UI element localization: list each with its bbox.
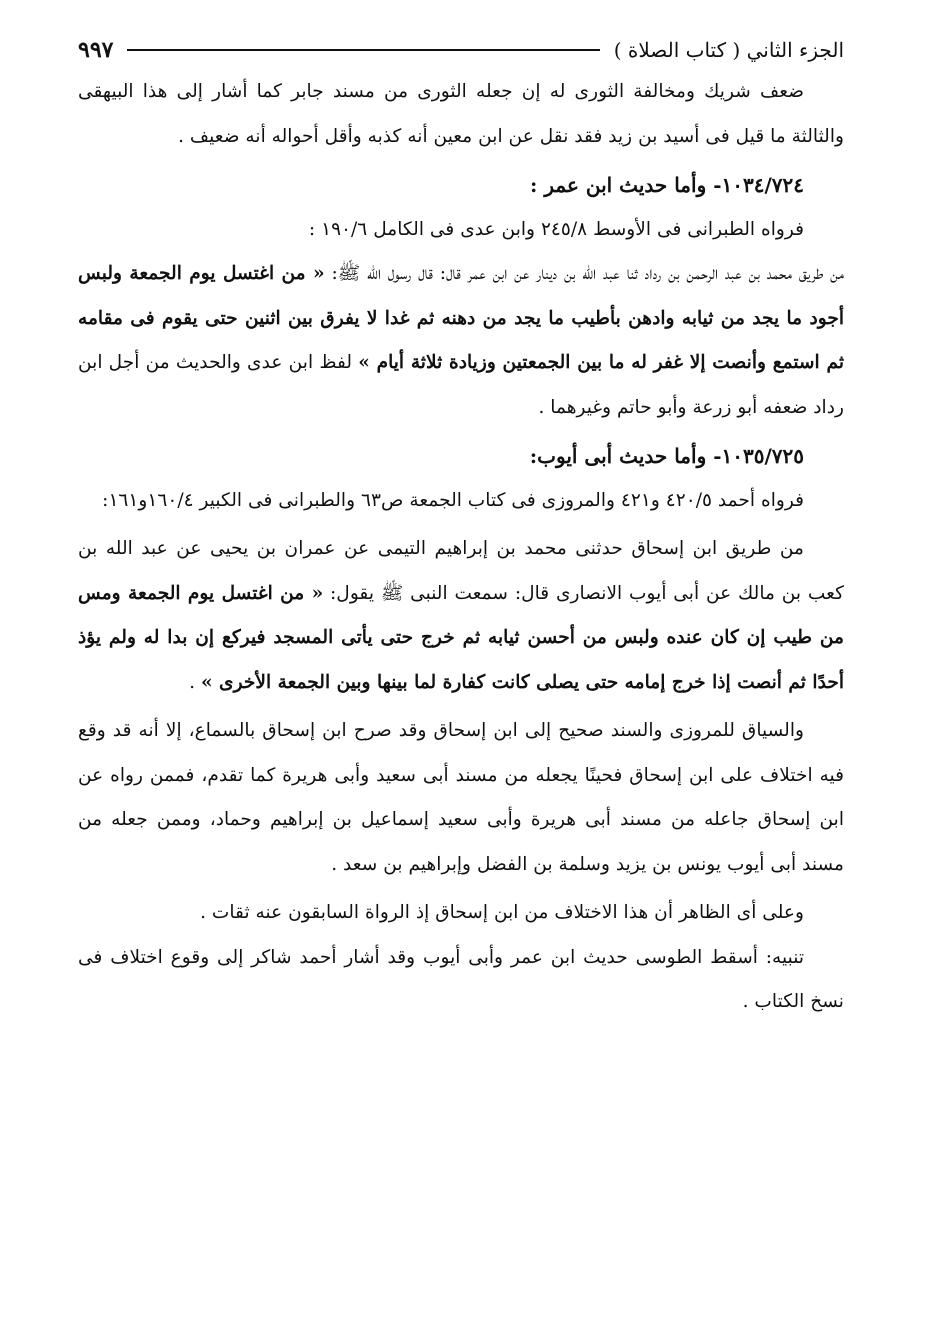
paragraph-1: ضعف شريك ومخالفة الثورى له إن جعله الثورى من مسند جابر كما أشار إلى هذا البيهقى والثالثة ما قيل فى أسيد بن زيد فقد نقل عن ابن معين أنه كذبه وأقل أحواله أنه ضعيف . [78, 81, 844, 147]
section-heading-abi-ayyub: ١٠٣٥/٧٢٥- وأما حديث أبى أيوب: [529, 444, 804, 468]
paragraph-3 [78, 252, 844, 430]
hadith-text-2: « من اغتسل يوم الجمعة ومس من طيب إن كان عنده ولبس من أحسن ثيابه ثم خرج حتى يأتى المسجد فيركع إن بدا له ولم يؤذ أحدًا ثم أنصت إذا خرج إمامه حتى يصلى كانت كفارة لما بينها وبين الجمعة الأخرى » [78, 582, 844, 693]
page-body [78, 70, 844, 1025]
running-head: الجزء الثاني ( كتاب الصلاة ) [613, 38, 844, 62]
paragraph-3-comment: لفظ ابن عدى والحديث من أجل ابن رداد ضعفه أبو زرعة وأبو حاتم وغيرهما . [78, 352, 844, 418]
paragraph-4: فرواه أحمد ٤٢٠/٥ و٤٢١ والمروزى فى كتاب الجمعة ص٦٣ والطبرانى فى الكبير ١٦٠/٤و١٦١: [102, 489, 804, 511]
paragraph-8-note: تنبيه: أسقط الطوسى حديث ابن عمر وأبى أيوب وقد أشار أحمد شاكر إلى وقوع اختلاف فى نسخ الكتاب . [78, 946, 844, 1012]
paragraph-5 [78, 527, 844, 705]
paragraph-5-chain: من طريق ابن إسحاق حدثنى محمد بن إبراهيم التيمى عن عمران بن يحيى عن عبد الله بن كعب بن مالك عن أبى أيوب الانصارى قال: سمعت النبى ﷺ يقول: [78, 538, 844, 604]
section-heading-ibn-umar: ١٠٣٤/٧٢٤- وأما حديث ابن عمر : [530, 173, 804, 197]
paragraph-5-end: . [189, 671, 201, 693]
paragraph-2: فرواه الطبرانى فى الأوسط ٢٤٥/٨ وابن عدى فى الكامل ١٩٠/٦ : [308, 218, 804, 240]
paragraph-7: وعلى أى الظاهر أن هذا الاختلاف من ابن إسحاق إذ الرواة السابقون عنه ثقات . [200, 902, 804, 923]
header-rule [127, 49, 599, 51]
paragraph-3-chain: من طريق محمد بن عبد الرحمن بن رداد ثنا عبد الله بن دينار عن ابن عمر قال: قال رسول الله ﷺ: [324, 263, 844, 284]
book-page [78, 30, 844, 1025]
page-header [78, 30, 844, 70]
paragraph-6: والسياق للمروزى والسند صحيح إلى ابن إسحاق وقد صرح ابن إسحاق بالسماع، إلا أنه قد وقع فيه اختلاف على ابن إسحاق فحينًا يجعله من مسند أبى سعيد وأبى هريرة كما تقدم، فممن رواه عن ابن إسحاق جاعله من مسند أبى هريرة وأبى سعيد إسماعيل بن إبراهيم وحماد، وممن جعله من مسند أبى أيوب يونس بن يزيد وسلمة بن الفضل وإبراهيم بن سعد . [78, 720, 844, 875]
hadith-text-1: « من اغتسل يوم الجمعة ولبس أجود ما يجد من ثيابه وادهن بأطيب ما يجد من دهنه ثم غدا لا يفرق بين اثنين حتى يقوم فى مقامه ثم استمع وأنصت إلا غفر له ما بين الجمعتين وزيادة ثلاثة أيام » [78, 263, 844, 373]
page-number: ٩٩٧ [78, 37, 114, 63]
